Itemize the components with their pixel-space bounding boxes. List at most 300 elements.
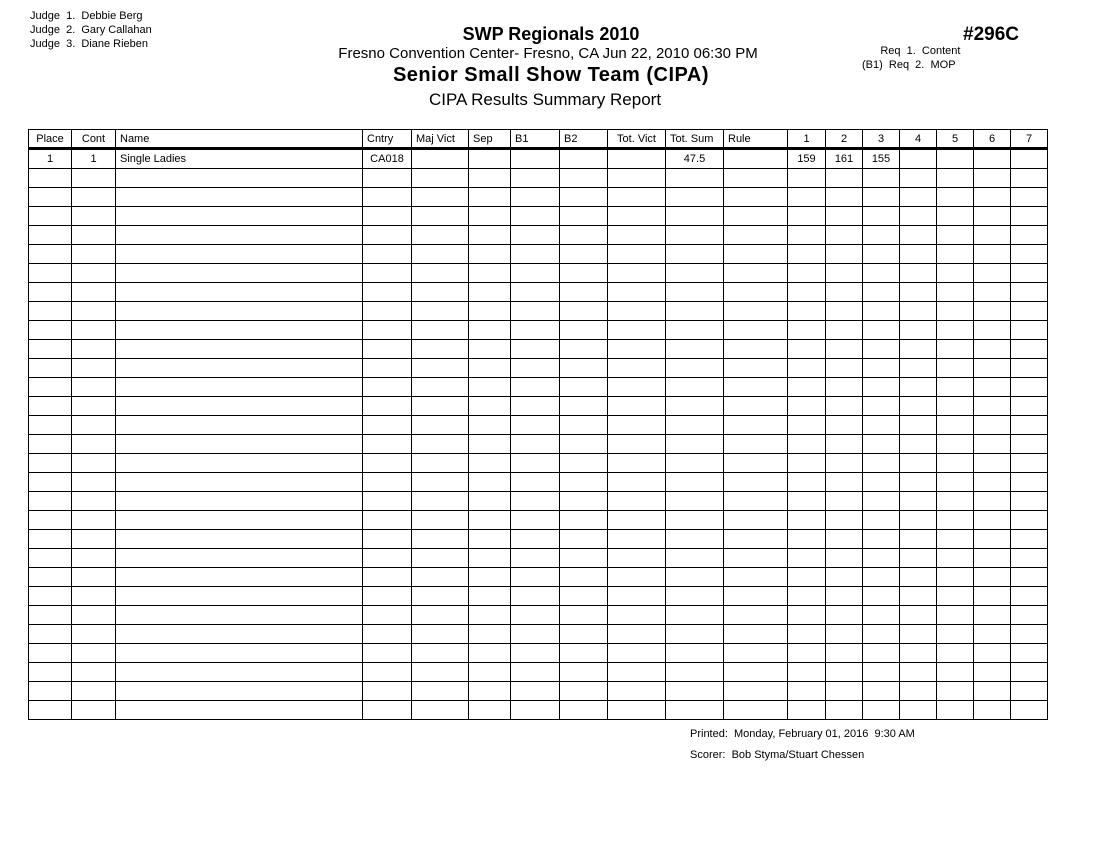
table-cell xyxy=(863,606,900,625)
table-cell xyxy=(900,663,937,682)
table-cell xyxy=(1011,207,1048,226)
table-cell xyxy=(826,454,863,473)
table-cell xyxy=(863,530,900,549)
table-cell xyxy=(788,207,826,226)
table-cell xyxy=(1011,701,1048,720)
table-cell xyxy=(724,302,788,321)
table-row xyxy=(29,663,1048,682)
table-cell xyxy=(608,511,666,530)
table-cell xyxy=(900,416,937,435)
table-cell xyxy=(900,397,937,416)
table-cell xyxy=(666,245,724,264)
table-cell xyxy=(412,416,469,435)
table-cell xyxy=(863,397,900,416)
table-cell xyxy=(826,682,863,701)
table-row xyxy=(29,321,1048,340)
table-cell xyxy=(608,245,666,264)
table-cell xyxy=(560,663,608,682)
table-cell xyxy=(363,226,412,245)
table-cell xyxy=(608,435,666,454)
table-cell xyxy=(511,378,560,397)
table-cell xyxy=(412,473,469,492)
table-cell xyxy=(469,226,511,245)
table-cell xyxy=(469,568,511,587)
table-cell xyxy=(1011,454,1048,473)
table-cell xyxy=(608,663,666,682)
table-cell xyxy=(1011,169,1048,188)
table-cell xyxy=(900,226,937,245)
column-header: Rule xyxy=(724,130,788,149)
table-cell xyxy=(511,149,560,169)
table-cell xyxy=(560,397,608,416)
table-cell xyxy=(511,530,560,549)
table-cell xyxy=(469,473,511,492)
table-cell xyxy=(666,701,724,720)
table-cell xyxy=(1011,549,1048,568)
table-cell xyxy=(724,606,788,625)
table-cell xyxy=(363,245,412,264)
table-cell xyxy=(724,416,788,435)
table-cell xyxy=(116,644,363,663)
table-cell xyxy=(788,454,826,473)
printed-date: Printed: Monday, February 01, 2016 9:30 AM xyxy=(690,728,915,740)
table-cell xyxy=(1011,568,1048,587)
table-cell xyxy=(511,435,560,454)
table-cell xyxy=(116,283,363,302)
table-cell xyxy=(724,169,788,188)
table-cell xyxy=(29,378,72,397)
table-cell xyxy=(608,606,666,625)
table-cell xyxy=(363,283,412,302)
table-cell xyxy=(29,625,72,644)
table-cell xyxy=(788,511,826,530)
table-cell xyxy=(724,473,788,492)
table-cell xyxy=(29,682,72,701)
requirements-list xyxy=(862,44,960,72)
table-row xyxy=(29,340,1048,359)
results-table xyxy=(28,129,1048,720)
table-cell xyxy=(29,644,72,663)
table-cell xyxy=(788,169,826,188)
table-cell xyxy=(1011,682,1048,701)
table-cell xyxy=(116,169,363,188)
table-cell xyxy=(900,321,937,340)
table-cell xyxy=(608,264,666,283)
requirement-1: Req 1. Content xyxy=(862,45,961,57)
table-cell xyxy=(511,606,560,625)
table-cell xyxy=(788,473,826,492)
table-cell xyxy=(412,321,469,340)
column-header: 5 xyxy=(937,130,974,149)
table-cell xyxy=(863,511,900,530)
table-cell xyxy=(974,169,1011,188)
table-cell xyxy=(469,207,511,226)
table-cell xyxy=(363,264,412,283)
table-cell xyxy=(116,264,363,283)
table-cell xyxy=(863,416,900,435)
table-cell xyxy=(863,226,900,245)
table-cell xyxy=(116,302,363,321)
table-cell xyxy=(29,701,72,720)
table-cell xyxy=(900,587,937,606)
table-cell xyxy=(116,226,363,245)
table-cell xyxy=(666,663,724,682)
table-cell xyxy=(363,606,412,625)
table-cell xyxy=(116,245,363,264)
table-cell xyxy=(560,435,608,454)
table-cell xyxy=(900,435,937,454)
table-row xyxy=(29,169,1048,188)
table-cell xyxy=(560,188,608,207)
table-cell xyxy=(560,492,608,511)
table-cell xyxy=(29,283,72,302)
table-cell xyxy=(560,625,608,644)
table-cell xyxy=(469,644,511,663)
table-cell xyxy=(608,492,666,511)
table-cell xyxy=(724,245,788,264)
table-cell xyxy=(116,606,363,625)
judge-3: Judge 3. Diane Rieben xyxy=(30,38,149,50)
table-cell xyxy=(788,644,826,663)
table-cell xyxy=(116,511,363,530)
table-cell xyxy=(826,625,863,644)
table-cell xyxy=(863,473,900,492)
table-cell xyxy=(469,302,511,321)
table-cell xyxy=(608,321,666,340)
table-cell xyxy=(412,169,469,188)
table-cell xyxy=(900,644,937,663)
table-cell xyxy=(937,169,974,188)
table-cell xyxy=(469,416,511,435)
table-cell xyxy=(511,416,560,435)
table-cell xyxy=(974,644,1011,663)
table-cell xyxy=(511,245,560,264)
table-cell xyxy=(511,701,560,720)
table-cell xyxy=(469,321,511,340)
table-cell xyxy=(469,625,511,644)
table-cell xyxy=(560,701,608,720)
table-cell xyxy=(1011,283,1048,302)
table-cell xyxy=(412,587,469,606)
table-cell xyxy=(511,454,560,473)
table-cell xyxy=(826,644,863,663)
table-cell xyxy=(560,245,608,264)
table-cell xyxy=(560,682,608,701)
table-cell xyxy=(666,454,724,473)
table-cell xyxy=(29,226,72,245)
table-cell xyxy=(1011,264,1048,283)
table-cell xyxy=(116,492,363,511)
table-cell: 161 xyxy=(826,149,863,169)
table-cell xyxy=(363,549,412,568)
table-cell xyxy=(72,226,116,245)
table-cell xyxy=(363,625,412,644)
table-cell xyxy=(1011,644,1048,663)
table-cell xyxy=(666,625,724,644)
table-cell xyxy=(363,416,412,435)
table-cell xyxy=(900,188,937,207)
table-cell xyxy=(863,188,900,207)
table-cell xyxy=(511,169,560,188)
table-cell xyxy=(560,359,608,378)
table-cell xyxy=(826,245,863,264)
table-cell xyxy=(511,321,560,340)
table-cell xyxy=(937,245,974,264)
table-cell xyxy=(1011,492,1048,511)
table-cell xyxy=(469,188,511,207)
table-cell xyxy=(826,473,863,492)
table-cell xyxy=(412,207,469,226)
table-cell xyxy=(608,682,666,701)
table-cell xyxy=(937,549,974,568)
table-cell xyxy=(29,454,72,473)
table-cell xyxy=(900,701,937,720)
table-cell xyxy=(511,682,560,701)
table-cell xyxy=(1011,663,1048,682)
table-cell xyxy=(511,340,560,359)
table-cell xyxy=(72,473,116,492)
table-cell xyxy=(666,492,724,511)
table-cell xyxy=(788,568,826,587)
table-row xyxy=(29,264,1048,283)
table-cell xyxy=(608,530,666,549)
table-row xyxy=(29,549,1048,568)
table-row xyxy=(29,378,1048,397)
table-cell xyxy=(788,492,826,511)
table-cell xyxy=(116,625,363,644)
table-cell xyxy=(1011,245,1048,264)
table-cell xyxy=(511,188,560,207)
table-cell xyxy=(72,207,116,226)
table-cell xyxy=(788,302,826,321)
table-cell xyxy=(724,682,788,701)
table-cell xyxy=(469,169,511,188)
table-cell xyxy=(469,149,511,169)
table-cell xyxy=(116,568,363,587)
table-cell xyxy=(511,625,560,644)
table-cell xyxy=(29,435,72,454)
table-cell xyxy=(826,378,863,397)
table-cell xyxy=(116,340,363,359)
table-cell xyxy=(469,245,511,264)
table-cell xyxy=(511,549,560,568)
table-cell xyxy=(608,549,666,568)
table-cell xyxy=(724,492,788,511)
table-row xyxy=(29,606,1048,625)
table-cell xyxy=(29,188,72,207)
column-header: 6 xyxy=(974,130,1011,149)
table-cell xyxy=(1011,625,1048,644)
table-cell xyxy=(412,226,469,245)
table-cell xyxy=(116,435,363,454)
table-cell xyxy=(788,321,826,340)
table-cell xyxy=(900,568,937,587)
table-cell xyxy=(72,530,116,549)
table-cell xyxy=(511,207,560,226)
table-cell: 47.5 xyxy=(666,149,724,169)
table-cell xyxy=(900,207,937,226)
table-cell xyxy=(608,169,666,188)
table-cell xyxy=(974,283,1011,302)
table-cell xyxy=(724,644,788,663)
table-cell xyxy=(363,188,412,207)
table-cell xyxy=(974,435,1011,454)
table-cell xyxy=(900,530,937,549)
table-cell xyxy=(469,530,511,549)
table-cell xyxy=(560,321,608,340)
table-cell xyxy=(72,359,116,378)
table-cell xyxy=(560,473,608,492)
table-cell xyxy=(469,454,511,473)
table-cell xyxy=(826,530,863,549)
table-cell xyxy=(1011,226,1048,245)
table-row xyxy=(29,568,1048,587)
column-header: 3 xyxy=(863,130,900,149)
table-cell xyxy=(363,302,412,321)
table-cell xyxy=(608,283,666,302)
table-cell xyxy=(863,454,900,473)
table-cell xyxy=(469,435,511,454)
table-cell xyxy=(469,549,511,568)
table-cell xyxy=(826,302,863,321)
table-cell xyxy=(900,492,937,511)
table-cell xyxy=(1011,378,1048,397)
table-cell xyxy=(863,359,900,378)
table-cell xyxy=(900,682,937,701)
table-cell xyxy=(72,378,116,397)
table-cell xyxy=(788,663,826,682)
table-cell: Single Ladies xyxy=(116,149,363,169)
table-cell xyxy=(363,397,412,416)
table-cell xyxy=(560,530,608,549)
column-header: Place xyxy=(29,130,72,149)
table-cell xyxy=(863,587,900,606)
table-cell xyxy=(469,492,511,511)
table-cell xyxy=(116,701,363,720)
table-cell xyxy=(724,568,788,587)
table-cell xyxy=(412,340,469,359)
table-cell xyxy=(724,454,788,473)
table-cell xyxy=(666,378,724,397)
table-cell xyxy=(788,359,826,378)
table-cell xyxy=(72,454,116,473)
table-cell xyxy=(788,606,826,625)
table-cell xyxy=(72,511,116,530)
table-row xyxy=(29,359,1048,378)
table-cell xyxy=(863,625,900,644)
table-cell xyxy=(937,435,974,454)
table-cell xyxy=(666,511,724,530)
table-cell xyxy=(937,492,974,511)
table-cell xyxy=(937,397,974,416)
table-cell xyxy=(469,264,511,283)
table-cell xyxy=(29,606,72,625)
table-cell xyxy=(363,530,412,549)
table-cell xyxy=(788,340,826,359)
table-cell xyxy=(1011,530,1048,549)
table-cell xyxy=(666,568,724,587)
table-cell xyxy=(974,149,1011,169)
table-cell xyxy=(974,302,1011,321)
table-cell xyxy=(724,149,788,169)
column-header: B1 xyxy=(511,130,560,149)
table-row xyxy=(29,188,1048,207)
table-cell: 159 xyxy=(788,149,826,169)
table-cell xyxy=(974,473,1011,492)
table-cell xyxy=(116,530,363,549)
table-cell xyxy=(863,207,900,226)
column-header: Tot. Vict xyxy=(608,130,666,149)
table-cell xyxy=(412,378,469,397)
table-cell xyxy=(937,359,974,378)
table-cell xyxy=(363,359,412,378)
requirement-2: (B1) Req 2. MOP xyxy=(862,59,956,71)
table-cell xyxy=(116,416,363,435)
table-cell xyxy=(412,682,469,701)
table-cell xyxy=(666,530,724,549)
table-cell xyxy=(412,149,469,169)
column-header: 4 xyxy=(900,130,937,149)
table-cell xyxy=(72,169,116,188)
table-cell xyxy=(412,511,469,530)
table-cell xyxy=(116,549,363,568)
table-cell xyxy=(1011,188,1048,207)
table-cell xyxy=(511,226,560,245)
table-cell xyxy=(974,378,1011,397)
table-cell xyxy=(666,473,724,492)
table-cell xyxy=(1011,435,1048,454)
table-cell xyxy=(974,264,1011,283)
table-cell xyxy=(937,530,974,549)
table-cell xyxy=(937,644,974,663)
table-cell xyxy=(826,264,863,283)
table-cell xyxy=(666,416,724,435)
table-cell xyxy=(72,492,116,511)
table-cell xyxy=(937,473,974,492)
table-cell xyxy=(937,511,974,530)
column-header: Sep xyxy=(469,130,511,149)
table-row xyxy=(29,511,1048,530)
table-cell xyxy=(826,207,863,226)
table-cell xyxy=(826,511,863,530)
table-cell xyxy=(826,359,863,378)
table-cell xyxy=(937,207,974,226)
table-cell xyxy=(29,568,72,587)
table-cell xyxy=(116,207,363,226)
table-cell xyxy=(72,644,116,663)
table-cell xyxy=(863,492,900,511)
table-cell xyxy=(412,188,469,207)
table-cell xyxy=(724,587,788,606)
table-cell xyxy=(724,188,788,207)
table-cell xyxy=(724,435,788,454)
table-cell xyxy=(29,264,72,283)
table-cell xyxy=(72,568,116,587)
table-cell xyxy=(974,188,1011,207)
table-cell xyxy=(974,321,1011,340)
table-cell xyxy=(724,625,788,644)
table-cell xyxy=(900,473,937,492)
table-cell xyxy=(469,397,511,416)
table-cell xyxy=(863,549,900,568)
table-cell xyxy=(1011,606,1048,625)
table-cell xyxy=(412,302,469,321)
table-cell xyxy=(724,663,788,682)
table-cell xyxy=(788,416,826,435)
column-header: Name xyxy=(116,130,363,149)
table-cell xyxy=(72,549,116,568)
judge-1: Judge 1. Debbie Berg xyxy=(30,10,143,22)
